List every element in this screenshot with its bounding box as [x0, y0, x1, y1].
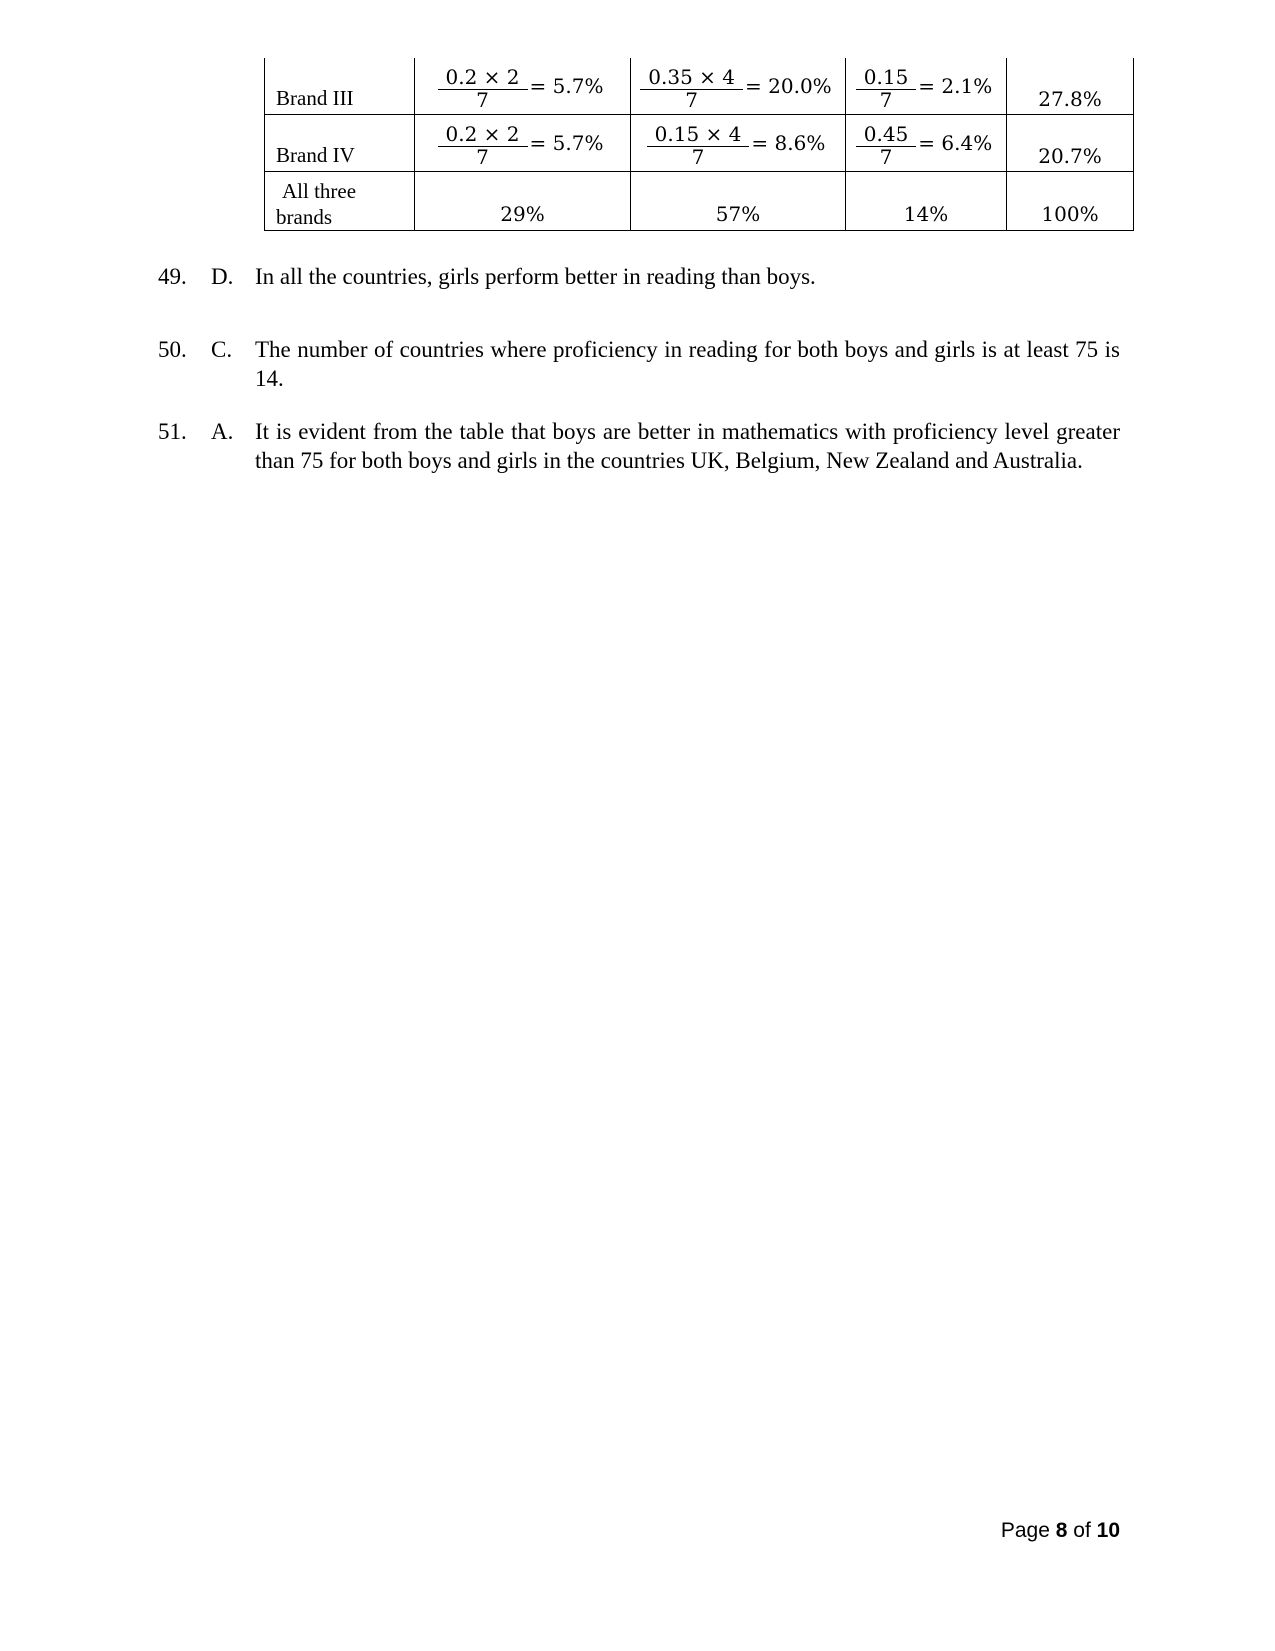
fraction: $\frac{0.45}{7}$ — [860, 123, 913, 163]
page-number: Page 8 of 10 — [1000, 1519, 1120, 1542]
fraction: $\frac{0.15 \times 4}{7}$ — [651, 123, 746, 163]
answer-item — [158, 335, 1120, 393]
brand-share-table — [264, 58, 1134, 231]
fraction-result: = 5.7% — [529, 131, 604, 155]
answer-item — [158, 262, 1120, 291]
table-cell — [631, 58, 846, 115]
fraction: $\frac{0.35 \times 4}{7}$ — [644, 66, 739, 106]
table-cell — [846, 115, 1007, 172]
total-cell: 27.8% — [1007, 58, 1134, 115]
row-label: Brand IV — [265, 115, 415, 172]
row-label: All three brands — [265, 172, 415, 231]
fraction-result: = 5.7% — [529, 74, 604, 98]
answer-text: The number of countries where proficiency in reading for both boys and girls is at least 75 is 14. — [255, 337, 1120, 391]
table-cell: 57% — [631, 172, 846, 231]
question-number: 49. — [158, 264, 187, 289]
fraction: $\frac{0.2 \times 2}{7}$ — [442, 123, 524, 163]
answer-item — [158, 417, 1120, 475]
fraction: $\frac{0.15}{7}$ — [860, 66, 913, 106]
table-cell — [415, 115, 631, 172]
table-row — [265, 115, 1134, 172]
row-label: Brand III — [265, 58, 415, 115]
answer-text: In all the countries, girls perform better in reading than boys. — [255, 264, 816, 289]
fraction: $\frac{0.2 \times 2}{7}$ — [442, 66, 524, 106]
table-cell — [415, 58, 631, 115]
answer-option: C. — [211, 337, 233, 362]
table-cell: 29% — [415, 172, 631, 231]
table-row — [265, 172, 1134, 231]
fraction-result: = 2.1% — [918, 74, 993, 98]
question-number: 51. — [158, 419, 187, 444]
table-cell — [846, 58, 1007, 115]
answer-text: It is evident from the table that boys are better in mathematics with proficiency level greater than 75 for both boys and girls in the countries UK, Belgium, New Zealand and Australia. — [255, 419, 1120, 473]
fraction-result: = 6.4% — [918, 131, 993, 155]
fraction-result: = 8.6% — [751, 131, 826, 155]
table-row — [265, 58, 1134, 115]
table-cell — [631, 115, 846, 172]
fraction-result: = 20.0% — [745, 74, 832, 98]
table-cell: 14% — [846, 172, 1007, 231]
question-number: 50. — [158, 337, 187, 362]
answer-option: A. — [211, 419, 234, 444]
answer-option: D. — [211, 264, 234, 289]
total-cell: 100% — [1007, 172, 1134, 231]
total-cell: 20.7% — [1007, 115, 1134, 172]
